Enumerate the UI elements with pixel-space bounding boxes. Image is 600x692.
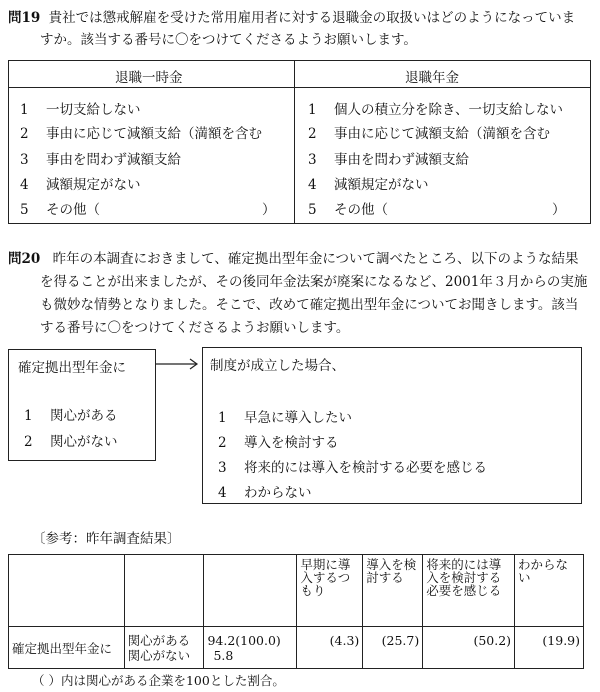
q19-right-close-paren: ） [552,202,566,218]
q20-text-line2: を得ることが出来ましたが、その後同年金法案が廃案になるなど、2001年３月からの実施 [40,274,588,290]
reference-title: 〔参考：昨年調査結果〕 [32,531,181,547]
ref-empty-cell [124,555,204,627]
reference-footnote: （ ）内は関心がある企業を100とした割合。 [32,673,285,688]
q19-text-line2: すか。該当する番号に〇をつけてくださるようお願いします。 [40,32,417,48]
ref-empty-cell [204,555,297,627]
q20-plan-option[interactable]: 2 導入を検討する [218,435,339,451]
q20-text-line4: する番号に〇をつけてくださるようお願いします。 [40,320,350,336]
ref-col-header: 将来的には導入を検討する必要を感じる [423,555,515,627]
ref-totals: 94.2(100.0) 5.8 [204,627,297,669]
arrow-right-icon [156,358,202,370]
q20-plan-option[interactable]: 1 早急に導入したい [218,410,352,426]
q19-right-option[interactable]: 2 事由に応じて減額支給（満額を含む [308,126,550,142]
q19-left-option[interactable]: 1 一切支給しない [20,102,141,118]
ref-value-cell: (19.9) [515,627,584,669]
q19-left-option[interactable]: 3 事由を問わず減額支給 [20,152,181,168]
q20-text-line3: も微妙な情勢となりました。そこで、改めて確定拠出型年金についてお聞きします。該当 [40,297,579,313]
q20-interest-title: 確定拠出型年金に [18,360,126,376]
q20-interest-option[interactable]: 2 関心がない [24,434,118,450]
q19-left-option[interactable]: 2 事由に応じて減額支給（満額を含む [20,126,262,142]
q19-left-option[interactable]: 4 減額規定がない [20,177,141,193]
ref-value-cell: (50.2) [423,627,515,669]
ref-sub-labels: 関心がある 関心がない [124,627,204,669]
q19-left-header: 退職一時金 [115,70,183,86]
q19-table-divider [294,60,295,224]
q19-right-option[interactable]: 5 その他（ [308,202,388,218]
q20-interest-option[interactable]: 1 関心がある [24,408,118,424]
q19-right-option[interactable]: 3 事由を問わず減額支給 [308,152,469,168]
q20-plan-option[interactable]: 4 わからない [218,485,312,501]
q19-right-option[interactable]: 4 減額規定がない [308,177,429,193]
q20-label: 問20 [8,251,41,267]
ref-empty-cell [9,555,125,627]
q19-right-option[interactable]: 1 個人の積立分を除き、一切支給しない [308,102,563,118]
q19-label: 問19 [8,10,41,26]
q19-left-close-paren: ） [262,202,276,218]
q20-plan-title: 制度が成立した場合、 [210,358,345,374]
reference-table [8,554,584,669]
ref-col-header: わからない [515,555,584,627]
q19-text-line1: 問19 貴社では懲戒解雇を受けた常用雇用者に対する退職金の取扱いはどのようになっていま [8,10,576,26]
q20-text-line1: 問20 昨年の本調査におきまして、確定拠出型年金について調べたところ、以下のような結果 [8,251,579,267]
ref-col-header: 導入を検討する [363,555,423,627]
ref-row-label: 確定拠出型年金に [9,627,125,669]
q19-left-option[interactable]: 5 その他（ [20,202,100,218]
ref-value-cell: (25.7) [363,627,423,669]
ref-value-cell: (4.3) [297,627,363,669]
q19-header-rule [8,87,591,88]
ref-col-header: 早期に導入するつもり [297,555,363,627]
q20-plan-option[interactable]: 3 将来的には導入を検討する必要を感じる [218,460,487,476]
q19-right-header: 退職年金 [405,70,459,86]
